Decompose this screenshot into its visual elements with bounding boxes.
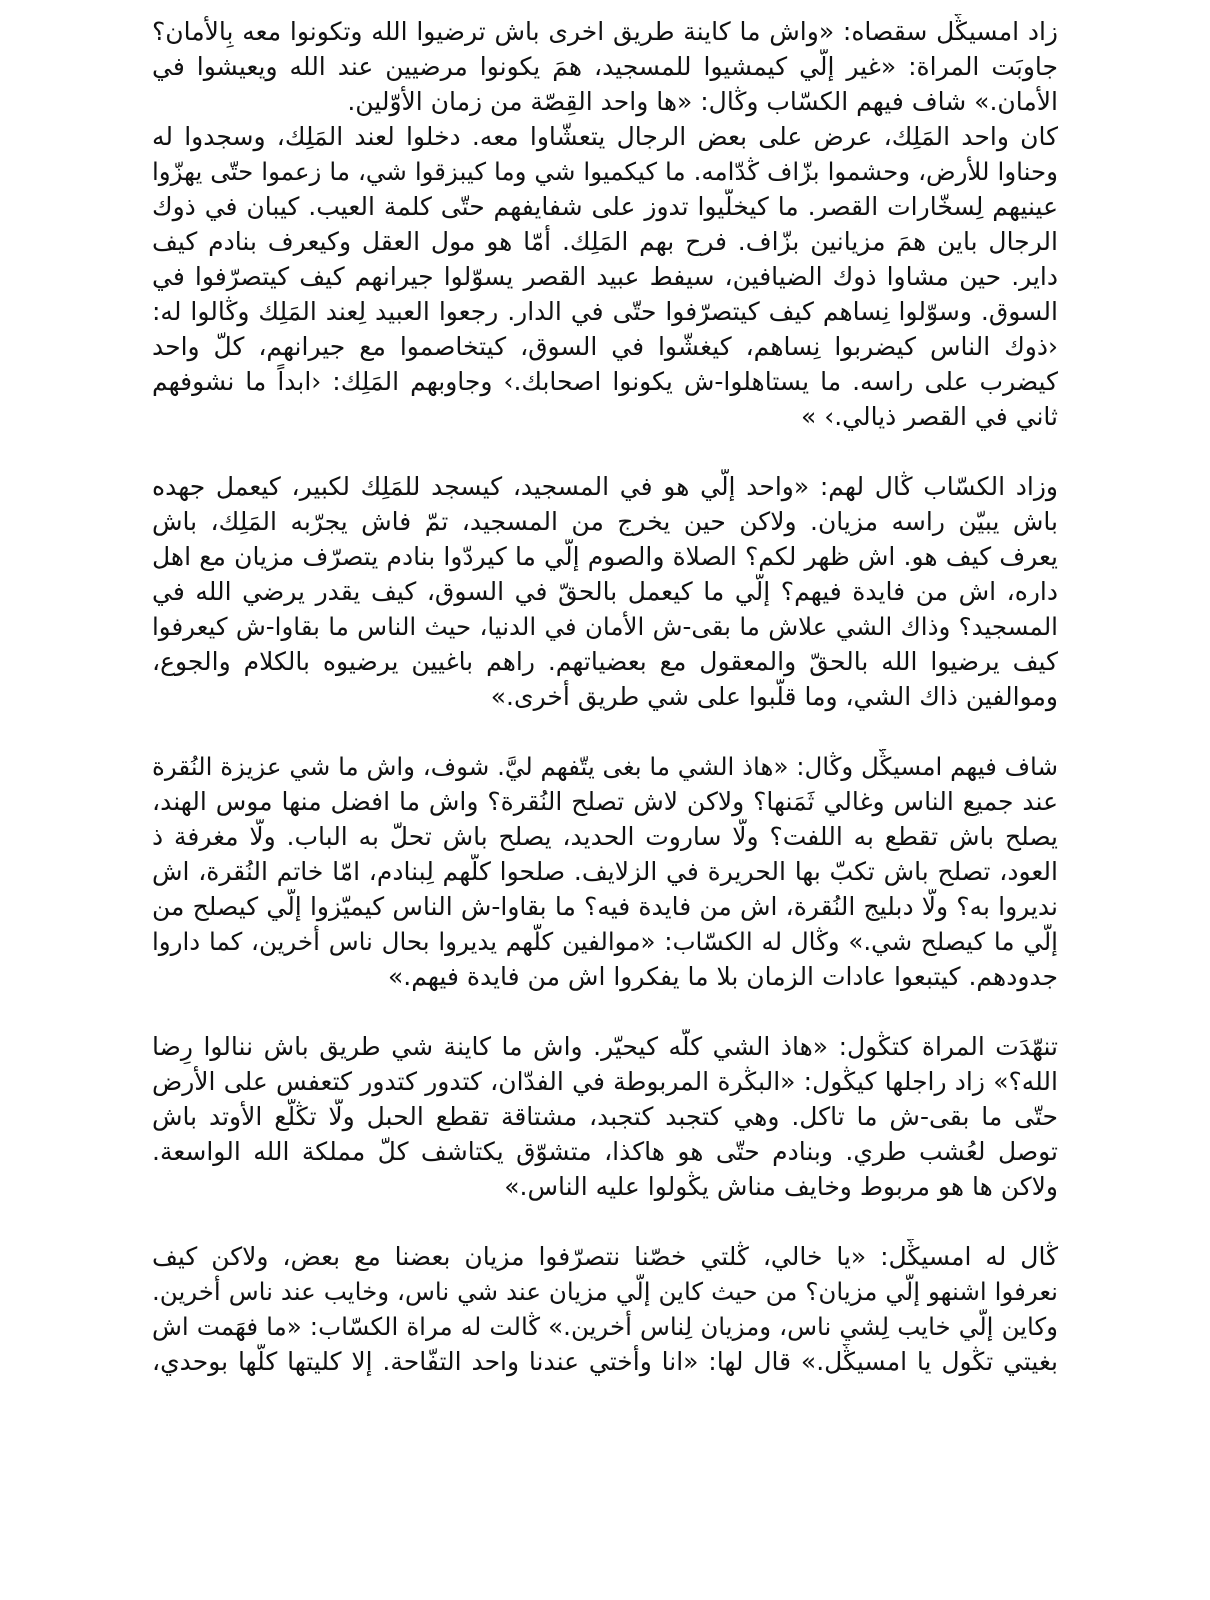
paragraph-spacer [152,1204,1058,1239]
text-line: جاوبَت المراة: «غير إلّي كيمشيوا للمسجيد، همَ يكونوا مرضيين عند الله ويعيشوا في [152,52,1058,81]
text-line: ‹ذوك الناس كيضربوا نِساهم، كيغشّوا في السوق، كيتخاصموا مع جيرانهم، كلّ واحد [152,332,1058,361]
text-line: كيضرب على راسه. ما يستاهلوا-ش يكونوا اصحابك.› وجاوبهم المَلِك: ‹ابداً ما نشوفهم [152,367,1058,396]
text-line: شاف فيهم امسيڭّل وڭال: «هاذ الشي ما بغى يتّفهم ليَّ. شوف، واش ما شي عزيزة النُقرة [152,752,1058,781]
text-line: بغيتي تڭول يا امسيڭّل.» قال لها: «انا وأُختي عندنا واحد التفّاحة. إلا كليتها كلّها بوحدي، [152,1347,1058,1376]
text-line: ولاكن ها هو مربوط وخايف مناش يڭولوا عليه الناس.» [504,1172,1058,1201]
paragraph-3 [152,749,1058,994]
text-line: الأمان.» شاف فيهم الكسّاب وڭال: «ها واحد القِصّة من زمان الأوّلين. [347,87,1058,116]
text-line: داير. حين مشاوا ذوك الضيافين، سيفط عبيد القصر يسوّلوا جيرانهم كيف كيتصرّفوا في [152,262,1058,291]
text-line: عينيهم لِسخّارات القصر. ما كيخلّيوا تدوز على شفايفهم حتّى كلمة العيب. كيبان في ذوك [152,192,1058,221]
text-line: عند جميع الناس وغالي ثَمَنها؟ ولاكن لاش تصلح النُقرة؟ واش ما افضل منها موس الهند، [152,787,1058,816]
text-line: تنهّدَت المراة كتڭول: «هاذ الشي كلّه كيحيّر. واش ما كاينة شي طريق باش ننالوا رِضا [152,1032,1058,1061]
paragraph-spacer [152,434,1058,469]
text-line: ثاني في القصر ذيالي.› » [800,402,1058,431]
text-line: حتّى ما بقى-ش ما تاكل. وهي كتجبد كتجبد، مشتاقة تقطع الحبل ولّا تڭلّع الأوتد باش [152,1102,1058,1131]
text-line: توصل لعُشب طري. وبنادم حتّى هو هاكذا، متشوّق يكتاشف كلّ مملكة الله الواسعة. [152,1137,1058,1166]
text-line: يصلح باش تقطع به اللفت؟ ولّا ساروت الحديد، يصلح باش تحلّ به الباب. ولّا مغرفة ذ [152,822,1058,851]
text-line: العود، تصلح باش تكبّ بها الحريرة في الزلايف. صلحوا كلّهم لِبنادم، امّا خاتم النُقرة، اش [152,857,1058,886]
text-line: باش يبيّن راسه مزيان. ولاكن حين يخرج من المسجيد، تمّ فاش يجرّبه المَلِك، باش [152,507,1058,536]
paragraph-5 [152,1239,1058,1379]
text-line: نديروا به؟ ولّا دبليج النُقرة، اش من فايدة فيه؟ ما بقاوا-ش الناس كيميّزوا إلّي كيصلح من [152,892,1058,921]
text-line: جدودهم. كيتبعوا عادات الزمان بلا ما يفكروا اش من فايدة فيهم.» [388,962,1058,991]
text-line: وزاد الكسّاب ڭال لهم: «واحد إلّي هو في المسجيد، كيسجد للمَلِك لكبير، كيعمل جهده [152,472,1058,501]
paragraph-spacer [152,994,1058,1029]
text-line: وموالفين ذاك الشي، وما قلّبوا على شي طريق أخرى.» [490,682,1058,711]
text-line: المسجيد؟ وذاك الشي علاش ما بقى-ش الأمان في الدنيا، حيث الناس ما بقاوا-ش كيعرفوا [152,612,1058,641]
text-line: داره، اش من فايدة فيهم؟ إلّي ما كيعمل بالحقّ في السوق، كيف يقدر يرضي الله في [152,577,1058,606]
text-line: كان واحد المَلِك، عرض على بعض الرجال يتعشّاوا معه. دخلوا لعند المَلِك، وسجدوا له [152,122,1058,151]
text-line: يعرف كيف هو. اش ظهر لكم؟ الصلاة والصوم إلّي ما كيردّوا بنادم يتصرّف مزيان مع اهل [152,542,1058,571]
paragraph-spacer [152,714,1058,749]
text-line: نعرفوا اشنهو إلّي مزيان؟ من حيث كاين إلّي مزيان عند شي ناس، وخايب عند ناس أخرين. [152,1277,1058,1306]
text-line: السوق. وسوّلوا نِساهم كيف كيتصرّفوا حتّى في الدار. رجعوا العبيد لِعند المَلِك وڭالوا له: [152,297,1058,326]
paragraph-4 [152,1029,1058,1204]
paragraph-1 [152,14,1058,434]
text-line: ڭال له امسيڭّل: «يا خالي، ڭلتي خصّنا نتصرّفوا مزيان بعضنا مع بعض، ولاكن كيف [152,1242,1058,1271]
text-line: الرجال باين همَ مزيانين بزّاف. فرح بهم المَلِك. أمّا هو مول العقل وكيعرف بنادم كيف [152,227,1058,256]
text-line: وحناوا للأرض، وحشموا بزّاف ڭدّامه. ما كيكميوا شي وما كيبزقوا شي، ما زعموا حتّى يهزّوا [152,157,1058,186]
paragraph-2 [152,469,1058,714]
text-line: إلّي ما كيصلح شي.» وڭال له الكسّاب: «موالفين كلّهم يديروا بحال ناس أخرين، كما داروا [152,927,1058,956]
text-line: كيف يرضيوا الله بالحقّ والمعقول مع بعضياتهم. راهم باغيين يرضيوه بالكلام والجوع، [152,647,1058,676]
text-line: زاد امسيڭّل سقصاه: «واش ما كاينة طريق اخرى باش ترضيوا الله وتكونوا معه بِالأمان؟ [152,17,1058,46]
text-line: الله؟» زاد راجلها كيڭول: «البڭرة المربوطة في الفدّان، كتدور كتدور كتعفس على الأرض [152,1067,1058,1096]
text-line: وكاين إلّي خايب لِشي ناس، ومزيان لِناس أخرين.» ڭالت له مراة الكسّاب: «ما فهَمت اش [152,1312,1058,1341]
document-page [152,14,1058,1586]
